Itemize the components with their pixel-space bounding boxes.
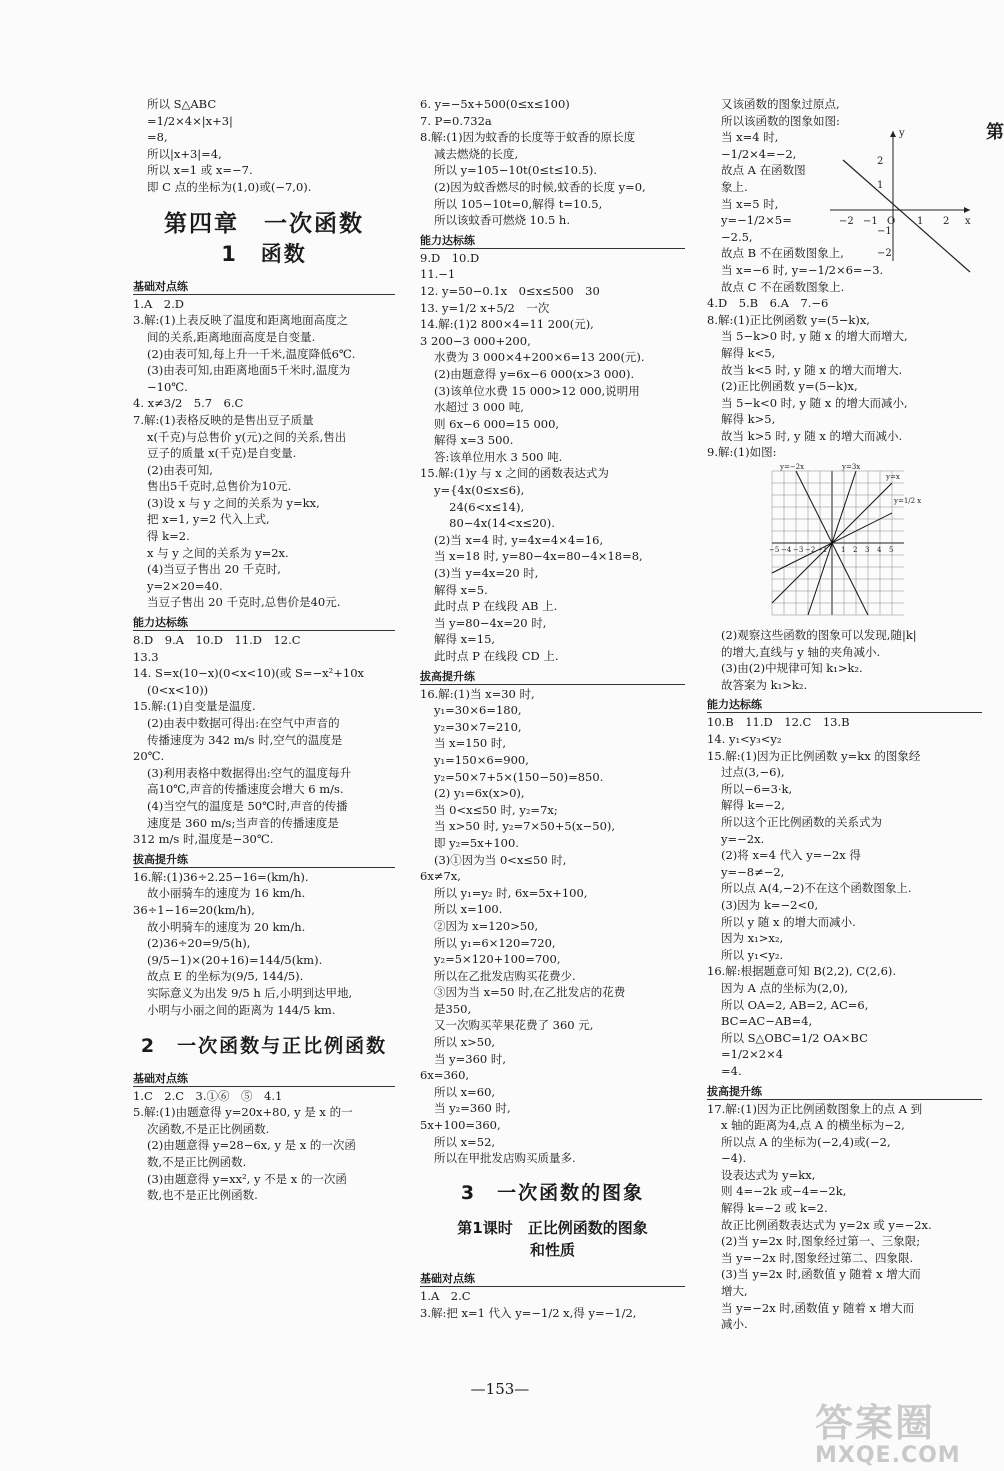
text-line: 16.解:(1)36÷2.25−16=(km/h).: [133, 869, 309, 884]
text-line: 15.解:(1)y 与 x 之间的函数表达式为: [420, 466, 609, 481]
axis-tick-label: 2: [943, 216, 950, 227]
text-line: 14.解:(1)2 800×4=11 200(元),: [420, 317, 594, 332]
text-line: 13.3: [133, 649, 159, 664]
text-line: 8.D 9.A 10.D 11.D 12.C: [133, 633, 301, 648]
text-line: 水超过 3 000 吨,: [434, 400, 524, 415]
text-line: 所以 y=105−10t(0≤t≤10.5).: [434, 163, 598, 178]
watermark-logo-text: 答案圈: [815, 1401, 936, 1445]
answer-block: [133, 1088, 395, 1204]
text-line: (0<x<10)): [147, 682, 209, 697]
text-line: (3)由表可知,由距离地面5千米时,温度为: [147, 363, 351, 378]
text-line: 高10℃,声音的传播速度会增大 6 m/s.: [147, 782, 344, 797]
text-line: 的增大,直线与 y 轴的夹角减小.: [721, 644, 881, 659]
answer-block: [707, 714, 982, 1079]
text-line: 当 5−k<0 时, y 随 x 的增大而减小,: [721, 395, 908, 410]
text-line: 1.A 2.D: [133, 296, 184, 311]
text-line: 故当 k>5 时, y 随 x 的增大而减小.: [721, 428, 903, 443]
text-line: 次函数,不是正比例函数.: [147, 1121, 270, 1136]
text-line: 所以 x=52,: [434, 1134, 496, 1149]
text-line: 所以 y 随 x 的增大而减小.: [721, 914, 856, 929]
axis-tick-label: −2: [805, 546, 816, 555]
text-line: y=−1/2×5=: [721, 213, 792, 228]
text-line: 17.解:(1)因为正比例函数图象上的点 A 到: [707, 1101, 923, 1116]
text-line: 即 y₂=5x+100.: [434, 835, 519, 850]
answer-block: [420, 250, 685, 665]
lesson-title: [420, 1217, 685, 1261]
answer-block: [707, 1101, 982, 1333]
section-title: 2 一次函数与正比例函数: [140, 1035, 388, 1058]
text-line: 故点 A 在函数图: [721, 163, 806, 178]
column-2: [420, 96, 685, 1322]
text-line: −1/2×4=−2,: [721, 146, 797, 161]
chapter-title: 第四章 一次函数: [164, 210, 364, 237]
text-line: 减去燃烧的长度,: [434, 146, 519, 161]
text-line: =8,: [147, 130, 168, 145]
text-line: (2)由表中数据可得出:在空气中声音的: [147, 716, 340, 730]
text-line: 9.解:(1)如图:: [707, 445, 777, 460]
answer-block: [707, 295, 982, 461]
text-line: 80−4x(14<x≤20).: [434, 516, 555, 531]
answer-block: [420, 96, 685, 229]
text-line: 当 y=−2x 时,函数值 y 随着 x 增大而: [721, 1300, 915, 1315]
text-line: y=2×20=40.: [147, 578, 223, 593]
text-line: y₁=30×6=180,: [434, 703, 522, 718]
axis-tick-label: −5: [769, 546, 780, 555]
subsection-header: 基础对点练: [420, 1271, 685, 1287]
text-line: 即 C 点的坐标为(1,0)或(−7,0).: [147, 179, 312, 194]
text-line: 36÷1−16=20(km/h),: [133, 902, 255, 917]
text-line: 所以该函数的图象如图:: [721, 113, 840, 128]
text-line: (2)由题意得 y=6x−6 000(x>3 000).: [434, 366, 635, 381]
text-line: 12. y=50−0.1x 0≤x≤500 30: [420, 283, 600, 298]
text-line: (2)当 x=4 时, y=4x=4×4=16,: [434, 532, 604, 547]
text-line: 当 x=18 时, y=80−4x=80−4×18=8,: [434, 549, 643, 564]
axis-tick-label: 2: [877, 156, 884, 167]
text-line: 7. P=0.732a: [420, 113, 492, 128]
text-line: 解得 k<5,: [721, 345, 776, 360]
text-line: 当 x=150 时,: [434, 736, 507, 751]
axis-tick-label: 1: [877, 180, 884, 191]
text-line: 所以 x>50,: [434, 1035, 496, 1050]
text-line: (2)当 y=2x 时,图象经过第一、三象限;: [721, 1234, 921, 1249]
text-line: 过点(3,−6),: [721, 765, 785, 780]
text-line: 减小.: [721, 1317, 748, 1332]
text-line: 所以该蚊香可燃烧 10.5 h.: [434, 213, 570, 228]
text-line: 4.D 5.B 6.A 7.−6: [707, 296, 829, 311]
text-line: 9.D 10.D: [420, 250, 480, 265]
text-line: 数,也不是正比例函数.: [147, 1188, 258, 1203]
text-line: 所以 x=60,: [434, 1084, 496, 1099]
text-line: 1.A 2.C: [420, 1289, 471, 1304]
text-line: 3.解:把 x=1 代入 y=−1/2 x,得 y=−1/2,: [420, 1306, 637, 1320]
text-line: x(千克)与总售价 y(元)之间的关系,售出: [147, 429, 347, 444]
text-line: 当 x=5 时,: [721, 196, 779, 211]
text-line: (4)当空气的温度是 50℃时,声音的传播: [147, 798, 348, 813]
subsection-header: 拔高提升练: [707, 1084, 982, 1100]
line-label: y=1/2 x: [894, 497, 922, 506]
text-line: 所以 y₁=6×120=720,: [434, 935, 556, 950]
axis-tick-label: 2: [853, 546, 858, 555]
text-line: (3)当 y=4x=20 时,: [434, 566, 539, 581]
text-line: 解得 x=15,: [434, 632, 496, 647]
text-line: 象上.: [721, 179, 748, 194]
text-line: (2)由表可知,: [147, 462, 213, 477]
text-line: ②因为 x=120>50,: [434, 918, 539, 933]
text-line: (3)①因为当 0<x≤50 时,: [434, 852, 567, 867]
text-line: 所以 S△OBC=1/2 OA×BC: [721, 1030, 868, 1045]
subsection-header: 能力达标练: [133, 615, 395, 631]
answer-block: [133, 296, 395, 611]
text-line: ③因为当 x=50 时,在乙批发店的花费: [434, 985, 626, 1000]
text-line: 故点 E 的坐标为(9/5, 144/5).: [147, 969, 304, 984]
text-line: 所以在甲批发店购买质量多.: [434, 1151, 576, 1166]
lesson-title-line: 第1课时 正比例函数的图象: [457, 1219, 648, 1238]
text-line: 解得 x=3 500.: [434, 433, 514, 448]
text-line: (2)由题意得 y=28−6x, y 是 x 的一次函: [147, 1138, 356, 1153]
text-line: 小明与小丽之间的距离为 144/5 km.: [147, 1002, 336, 1017]
text-line: 此时点 P 在线段 CD 上.: [434, 649, 559, 663]
text-line: 6. y=−5x+500(0≤x≤100): [420, 97, 570, 111]
text-line: 所以这个正比例函数的关系式为: [721, 815, 882, 829]
text-line: 20℃.: [133, 749, 165, 764]
axis-tick-label: −1: [877, 226, 892, 237]
text-line: y={4x(0≤x≤6),: [434, 483, 525, 498]
text-line: 11.−1: [420, 267, 456, 282]
text-line: 解得 k=−2 或 k=2.: [721, 1201, 828, 1216]
text-line: (2)观察这些函数的图象可以发现,随|k|: [721, 628, 917, 643]
axis-tick-label: −3: [793, 546, 804, 555]
text-line: 5.解:(1)由题意得 y=20x+80, y 是 x 的一: [133, 1105, 353, 1120]
text-line: 所以−6=3·k,: [721, 781, 793, 796]
text-line: y=−2x.: [721, 831, 765, 846]
answer-block: [707, 627, 982, 693]
text-line: 当 5−k>0 时, y 随 x 的增大而增大,: [721, 329, 908, 344]
text-line: 13. y=1/2 x+5/2 一次: [420, 300, 550, 315]
text-line: 所以 x=1 或 x=−7.: [147, 163, 253, 178]
text-line: (3)由题意得 y=xx², y 不是 x 的一次函: [147, 1171, 347, 1186]
text-line: 16.解:(1)当 x=30 时,: [420, 686, 535, 701]
text-line: 则 4=−2k 或−4=−2k,: [721, 1184, 847, 1199]
page-number: —153—: [470, 1380, 530, 1398]
text-line: 6x≠7x,: [420, 869, 461, 884]
axis-tick-label: 1: [841, 546, 846, 555]
page-edge-char: 第: [986, 122, 1004, 143]
text-line: (3)当 y=2x 时,函数值 y 随着 x 增大而: [721, 1267, 921, 1282]
subsection-header: 能力达标练: [420, 233, 685, 249]
text-line: 故正比例函数表达式为 y=2x 或 y=−2x.: [721, 1217, 932, 1232]
text-line: 又该函数的图象过原点,: [721, 97, 840, 111]
text-line: 10.B 11.D 12.C 13.B: [707, 715, 850, 730]
text-line: 所以 OA=2, AB=2, AC=6,: [721, 997, 869, 1012]
text-line: (3)设 x 与 y 之间的关系为 y=kx,: [147, 495, 320, 510]
axis-tick-label: −1: [863, 216, 878, 227]
text-line: −2.5,: [721, 229, 753, 244]
text-line: 增大,: [721, 1284, 748, 1299]
text-line: (2)正比例函数 y=(5−k)x,: [721, 379, 858, 394]
answer-block: [420, 686, 685, 1167]
text-line: −4).: [721, 1151, 747, 1166]
text-line: 4. x≠3/2 5.7 6.C: [133, 396, 244, 411]
subsection-header: 基础对点练: [133, 279, 395, 295]
text-line: 把 x=1, y=2 代入上式,: [147, 512, 270, 527]
text-line: (2) y₁=6x(x>0),: [434, 786, 525, 801]
text-line: 当 0<x≤50 时, y₂=7x;: [434, 802, 558, 817]
text-line: 故当 k<5 时, y 随 x 的增大而增大.: [721, 362, 903, 377]
text-line: 解得 k=−2,: [721, 798, 785, 813]
text-line: x 轴的距离为4,点 A 的横坐标为−2,: [721, 1118, 905, 1133]
text-line: 故小丽骑车的速度为 16 km/h.: [147, 886, 306, 901]
text-line: 实际意义为出发 9/5 h 后,小明到达甲地,: [147, 985, 353, 1000]
text-line: 所以点 A 的坐标为(−2,4)或(−2,: [721, 1134, 891, 1149]
text-line: (2)因为蚊香燃尽的时候,蚊香的长度 y=0,: [434, 179, 646, 194]
text-line: 6x=360,: [420, 1068, 470, 1083]
text-line: 当 x=−6 时, y=−1/2×6=−3.: [721, 262, 884, 277]
text-line: 当豆子售出 20 千克时,总售价是40元.: [147, 595, 341, 610]
section-title: 3 一次函数的图象: [460, 1181, 645, 1204]
text-line: BC=AC−AB=4,: [721, 1014, 813, 1029]
text-line: =4.: [721, 1063, 742, 1078]
text-line: 当 x=4 时,: [721, 130, 779, 145]
text-line: 速度是 360 m/s;当声音的传播速度是: [147, 815, 339, 830]
text-line: 传播速度为 342 m/s 时,空气的温度是: [147, 732, 343, 747]
watermark-url: MXQE.COM: [815, 1443, 961, 1468]
column-1: [133, 96, 395, 1204]
line-label: y=3x: [842, 463, 861, 472]
text-line: 当 y₂=360 时,: [434, 1101, 511, 1116]
text-line: 又一次购买苹果花费了 360 元,: [434, 1018, 594, 1033]
text-line: x 与 y 之间的关系为 y=2x.: [147, 545, 289, 560]
text-line: y=−8≠−2,: [721, 864, 785, 879]
text-line: 1.C 2.C 3.①⑥ ⑤ 4.1: [133, 1088, 283, 1103]
function-graph-grid: [762, 463, 922, 623]
line-label: y=x: [886, 473, 900, 482]
text-line: 故点 B 不在函数图象上,: [721, 246, 844, 261]
text-line: 所以点 A(4,−2)不在这个函数图象上.: [721, 881, 912, 896]
text-line: 所以 105−10t=0,解得 t=10.5,: [434, 196, 603, 211]
function-graph-small: [825, 126, 975, 266]
axis-tick-label: −4: [781, 546, 792, 555]
text-line: 14. S=x(10−x)(0<x<10)(或 S=−x²+10x: [133, 666, 364, 681]
text-line: 所以 S△ABC: [147, 97, 217, 111]
axis-tick-label: 3: [865, 546, 870, 555]
answer-block: [133, 869, 395, 1018]
text-line: (3)因为 k=−2<0,: [721, 897, 819, 912]
text-line: 15.解:(1)因为正比例函数 y=kx 的图象经: [707, 748, 921, 763]
text-line: 售出5千克时,总售价为10元.: [147, 479, 292, 494]
column-3: [707, 96, 982, 1333]
text-line: (3)利用表格中数据得出:空气的温度每升: [147, 765, 352, 780]
text-line: 得 k=2.: [147, 529, 190, 544]
text-line: 因为 x₁>x₂,: [721, 931, 784, 946]
text-line: 8.解:(1)因为蚊香的长度等于蚊香的原长度: [420, 130, 636, 145]
text-line: 数,不是正比例函数.: [147, 1155, 247, 1170]
text-line: 所以 x=100.: [434, 902, 503, 917]
axis-tick-label: 1: [917, 216, 924, 227]
text-line: y₂=50×7+5×(150−50)=850.: [434, 769, 604, 784]
text-line: y₂=30×7=210,: [434, 719, 522, 734]
text-line: 8.解:(1)正比例函数 y=(5−k)x,: [707, 312, 870, 327]
axis-tick-label: −1: [817, 546, 828, 555]
text-line: (2)由表可知,每上升一千米,温度降低6℃.: [147, 346, 356, 361]
text-line: 故点 C 不在函数图象上.: [721, 279, 845, 294]
text-line: y₂=5×120+100=700,: [434, 952, 561, 967]
text-line: (4)当豆子售出 20 千克时,: [147, 562, 281, 577]
text-line: 因为 A 点的坐标为(2,0),: [721, 980, 849, 995]
axis-tick-label: y: [899, 128, 905, 139]
text-line: 设表达式为 y=kx,: [721, 1167, 816, 1182]
text-line: 解得 k>5,: [721, 412, 776, 427]
text-line: (2)36÷20=9/5(h),: [147, 936, 251, 951]
subsection-header: 拔高提升练: [420, 669, 685, 685]
text-line: =1/2×2×4: [721, 1047, 784, 1062]
line-label: y=−2x: [780, 463, 805, 472]
text-line: 所以|x+3|=4,: [147, 146, 222, 161]
solution-block: [133, 96, 395, 196]
answer-block: [133, 632, 395, 848]
text-line: 5x+100=360,: [420, 1118, 501, 1133]
text-line: 故小明骑车的速度为 20 km/h.: [147, 919, 306, 934]
text-line: 此时点 P 在线段 AB 上.: [434, 599, 558, 614]
text-line: 15.解:(1)自变量是温度.: [133, 699, 256, 714]
text-line: 7.解:(1)表格反映的是售出豆子质量: [133, 412, 314, 427]
text-line: 水费为 3 000×4+200×6=13 200(元).: [434, 350, 645, 365]
text-line: 当 y=−2x 时,图象经过第二、四象限.: [721, 1250, 914, 1265]
text-line: 24(6<x≤14),: [434, 499, 525, 514]
text-line: 豆子的质量 x(千克)是自变量.: [147, 446, 297, 461]
text-line: (9/5−1)×(20+16)=144/5(km).: [147, 952, 323, 967]
subsection-header: 基础对点练: [133, 1071, 395, 1087]
axis-tick-label: 5: [889, 546, 894, 555]
text-line: 是350,: [434, 1001, 472, 1016]
text-line: −10℃.: [147, 379, 188, 394]
lesson-title-line: 和性质: [529, 1241, 575, 1260]
subsection-header: 能力达标练: [707, 697, 982, 713]
section-title: 1 函数: [221, 242, 307, 267]
text-line: 则 6x−6 000=15 000,: [434, 416, 560, 431]
axis-tick-label: x: [965, 216, 971, 227]
text-line: 当 y=360 时,: [434, 1051, 507, 1066]
text-line: y₁=150×6=900,: [434, 752, 529, 767]
text-line: 3 200−3 000+200,: [420, 333, 531, 348]
answer-block: [420, 1288, 685, 1321]
axis-tick-label: −2: [877, 248, 892, 259]
axis-tick-label: O: [887, 216, 896, 227]
text-line: 当 x>50 时, y₂=7×50+5(x−50),: [434, 819, 616, 834]
watermark: [815, 1392, 961, 1468]
text-line: 312 m/s 时,温度是−30℃.: [133, 832, 274, 847]
subsection-header: 拔高提升练: [133, 852, 395, 868]
text-line: 所以 y₁<y₂.: [721, 947, 784, 962]
text-line: 解得 x=5.: [434, 582, 488, 597]
text-line: 所以在乙批发店购买花费少.: [434, 968, 576, 983]
text-line: 答:该单位用水 3 500 吨.: [434, 449, 563, 464]
text-line: 当 y=80−4x=20 时,: [434, 615, 547, 630]
text-line: 故答案为 k₁>k₂.: [721, 677, 808, 692]
text-line: (3)该单位水费 15 000>12 000,说明用: [434, 383, 640, 398]
axis-tick-label: 4: [877, 546, 882, 555]
text-line: (2)将 x=4 代入 y=−2x 得: [721, 848, 861, 863]
text-line: 所以 y₁=y₂ 时, 6x=5x+100,: [434, 885, 588, 900]
text-line: 间的关系,距离地面高度是自变量.: [147, 329, 316, 344]
axis-tick-label: −2: [839, 216, 854, 227]
text-line: 3.解:(1)上表反映了温度和距离地面高度之: [133, 313, 349, 328]
text-line: (3)由(2)中规律可知 k₁>k₂.: [721, 661, 863, 676]
text-line: 14. y₁<y₃<y₂: [707, 732, 782, 747]
text-line: 16.解:根据题意可知 B(2,2), C(2,6).: [707, 964, 897, 979]
text-line: =1/2×4×|x+3|: [147, 113, 233, 128]
